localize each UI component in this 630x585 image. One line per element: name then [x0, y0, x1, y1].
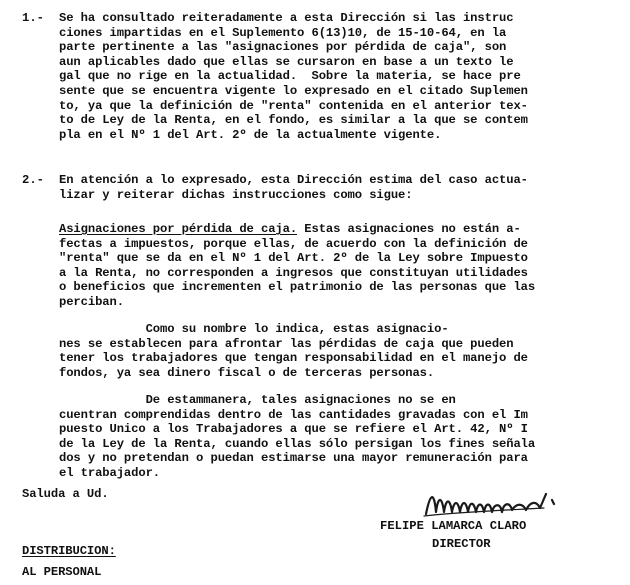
text-line: sente que se encuentra vigente lo expresado en el citado Suplemen: [59, 83, 528, 98]
text-line: nes se establecen para afrontar las pérdidas de caja que pueden: [59, 336, 514, 351]
text-line: tener los trabajadores que tengan responsabilidad en el manejo de: [59, 351, 528, 366]
text-line: o beneficios que incrementen el patrimonio de las personas que las: [59, 280, 536, 295]
section-1-text: [59, 11, 528, 142]
signatory-name: FELIPE LAMARCA CLARO: [380, 519, 527, 533]
section-1-number: 1.-: [22, 11, 44, 25]
text-line: parte pertinente a las "asignaciones por pérdida de caja", son: [59, 40, 507, 55]
text-line: pla en el Nº 1 del Art. 2º de la actualmente vigente.: [59, 127, 442, 142]
distribution-heading: DISTRIBUCION:: [22, 544, 116, 558]
text-line: "renta" que se da en el Nº 1 del Art. 2º de la Ley sobre Impuesto: [59, 251, 528, 266]
handwritten-signature-icon: [420, 486, 570, 520]
paragraph-tax-exemption: [59, 393, 535, 481]
paragraph-first-line: [59, 222, 535, 237]
text-line: ciones impartidas en el Suplemento 6(13)10, de 15-10-64, en la: [59, 25, 507, 40]
section-2-number: 2.-: [22, 173, 44, 187]
text-line: a la Renta, no corresponden a ingresos que constituyan utilidades: [59, 265, 528, 280]
text-line: En atención a lo expresado, esta Dirección estima del caso actua-: [59, 173, 528, 187]
text-line: dos y no pretendan o puedan estimarse una mayor remuneración para: [59, 451, 528, 466]
text-line: de la Ley de la Renta, cuando ellas sólo persigan los fines señala: [59, 436, 536, 451]
text-line: aun aplicables dado que ellas se cursaron en base a un texto le: [59, 54, 514, 69]
distribution-item: AL PERSONAL: [22, 565, 102, 579]
text-line: Como su nombre lo indica, estas asignacio-: [59, 322, 449, 336]
text-line: to, ya que la definición de "renta" contenida en el anterior tex-: [59, 98, 528, 113]
text-line: lizar y reiterar dichas instrucciones como sigue:: [59, 187, 413, 202]
text-line: cuentran comprendidas dentro de las cantidades gravadas con el Im: [59, 407, 528, 422]
text-line: el trabajador.: [59, 465, 160, 480]
closing-salutation: Saluda a Ud.: [22, 487, 109, 501]
paragraph-purpose: [59, 322, 528, 380]
signatory-title: DIRECTOR: [432, 537, 491, 551]
text-line: Se ha consultado reiteradamente a esta Dirección si las instruc: [59, 11, 514, 25]
text-line: fondos, ya sea dinero fiscal o de terceras personas.: [59, 365, 435, 380]
text-line: perciban.: [59, 294, 124, 309]
text-line: to de Ley de la Renta, en el fondo, es similar a la que se contem: [59, 113, 528, 128]
text-line: De estammanera, tales asignaciones no se en: [59, 393, 456, 407]
paragraph-heading-rest: Estas asignaciones no están a-: [297, 222, 521, 236]
text-line: fectas a impuestos, porque ellas, de acuerdo con la definición de: [59, 236, 528, 251]
text-line: gal que no rige en la actualidad. Sobre la materia, se hace pre: [59, 69, 521, 84]
paragraph-loss-allowances: [59, 222, 535, 310]
paragraph-heading: Asignaciones por pérdida de caja.: [59, 222, 298, 236]
text-line: puesto Unico a los Trabajadores a que se refiere el Art. 42, Nº I: [59, 422, 528, 437]
section-2-text: [59, 173, 528, 202]
